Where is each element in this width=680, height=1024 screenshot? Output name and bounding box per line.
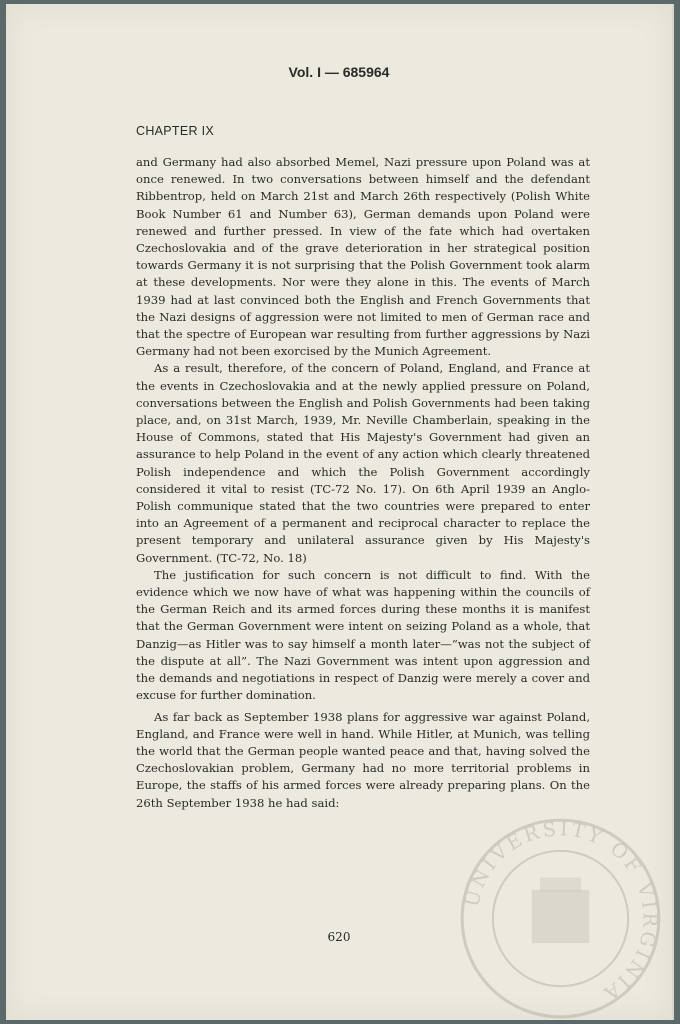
- page-number: 620: [327, 930, 351, 944]
- body-text: [136, 154, 590, 812]
- paragraph-4: As far back as September 1938 plans for aggressive war against Poland, England, and France were well in hand. While Hitler, at Munich, was telling the world that the German people wanted peace and that, having solved the Czechoslovakian problem, Germany had no more territorial problems in Europe, the staffs of his armed forces were already preparing plans. On the 26th September 1938 he had said:: [136, 709, 590, 810]
- paragraph-3: The justification for such concern is not difficult to find. With the evidence which we now have of what was happening within the councils of the German Reich and its armed forces during these months it is manifest that the German Government were intent on seizing Poland as a whole, that Danzig—as Hitler was to say himself a month later—“was not the subject of the dispute at all”. The Nazi Government was intent upon aggression and the demands and negotiations in respect of Danzig were merely a cover and excuse for further domination.: [136, 567, 590, 703]
- seal-text: UNIVERSITY OF VIRGINIA: [460, 817, 662, 1007]
- paragraph-2: As a result, therefore, of the concern of Poland, England, and France at the events in Czechoslovakia and at the newly applied pressure on Poland, conversations between the English and Polish Governments had been taking place, and, on 31st March, 1939, Mr. Neville Chamberlain, speaking in the House of Commons, stated that His Majesty's Government had given an assurance to help Poland in the event of any action which clearly threatened Polish independence and which the Polish Government accordingly considered it vital to resist (TC-72 No. 17). On 6th April 1939 an Anglo-Polish communique stated that the two countries were prepared to enter into an Agreement of a permanent and reciprocal character to replace the present temporary and unilateral assurance given by His Majesty's Government. (TC-72, No. 18): [136, 361, 590, 565]
- document-page: [6, 4, 674, 1020]
- chapter-title: CHAPTER IX: [136, 124, 215, 138]
- volume-header: Vol. I — 685964: [288, 64, 390, 80]
- paragraph-1: and Germany had also absorbed Memel, Nazi pressure upon Poland was at once renewed. In two conversations between himself and the defendant Ribbentrop, held on March 21st and March 26th respectively (Polish White Book Number 61 and Number 63), German demands upon Poland were renewed and further pressed. In view of the fate which had overtaken Czechoslovakia and of the grave deterioration in her strategical position towards Germany it is not surprising that the Polish Government took alarm at these developments. Nor were they alone in this. The events of March 1939 had at last convinced both the English and French Governments that the Nazi designs of aggression were not limited to men of German race and that the spectre of European war resulting from further aggressions by Nazi Germany had not been exorcised by the Munich Agreement.: [136, 155, 590, 359]
- university-seal-watermark: [458, 816, 663, 1021]
